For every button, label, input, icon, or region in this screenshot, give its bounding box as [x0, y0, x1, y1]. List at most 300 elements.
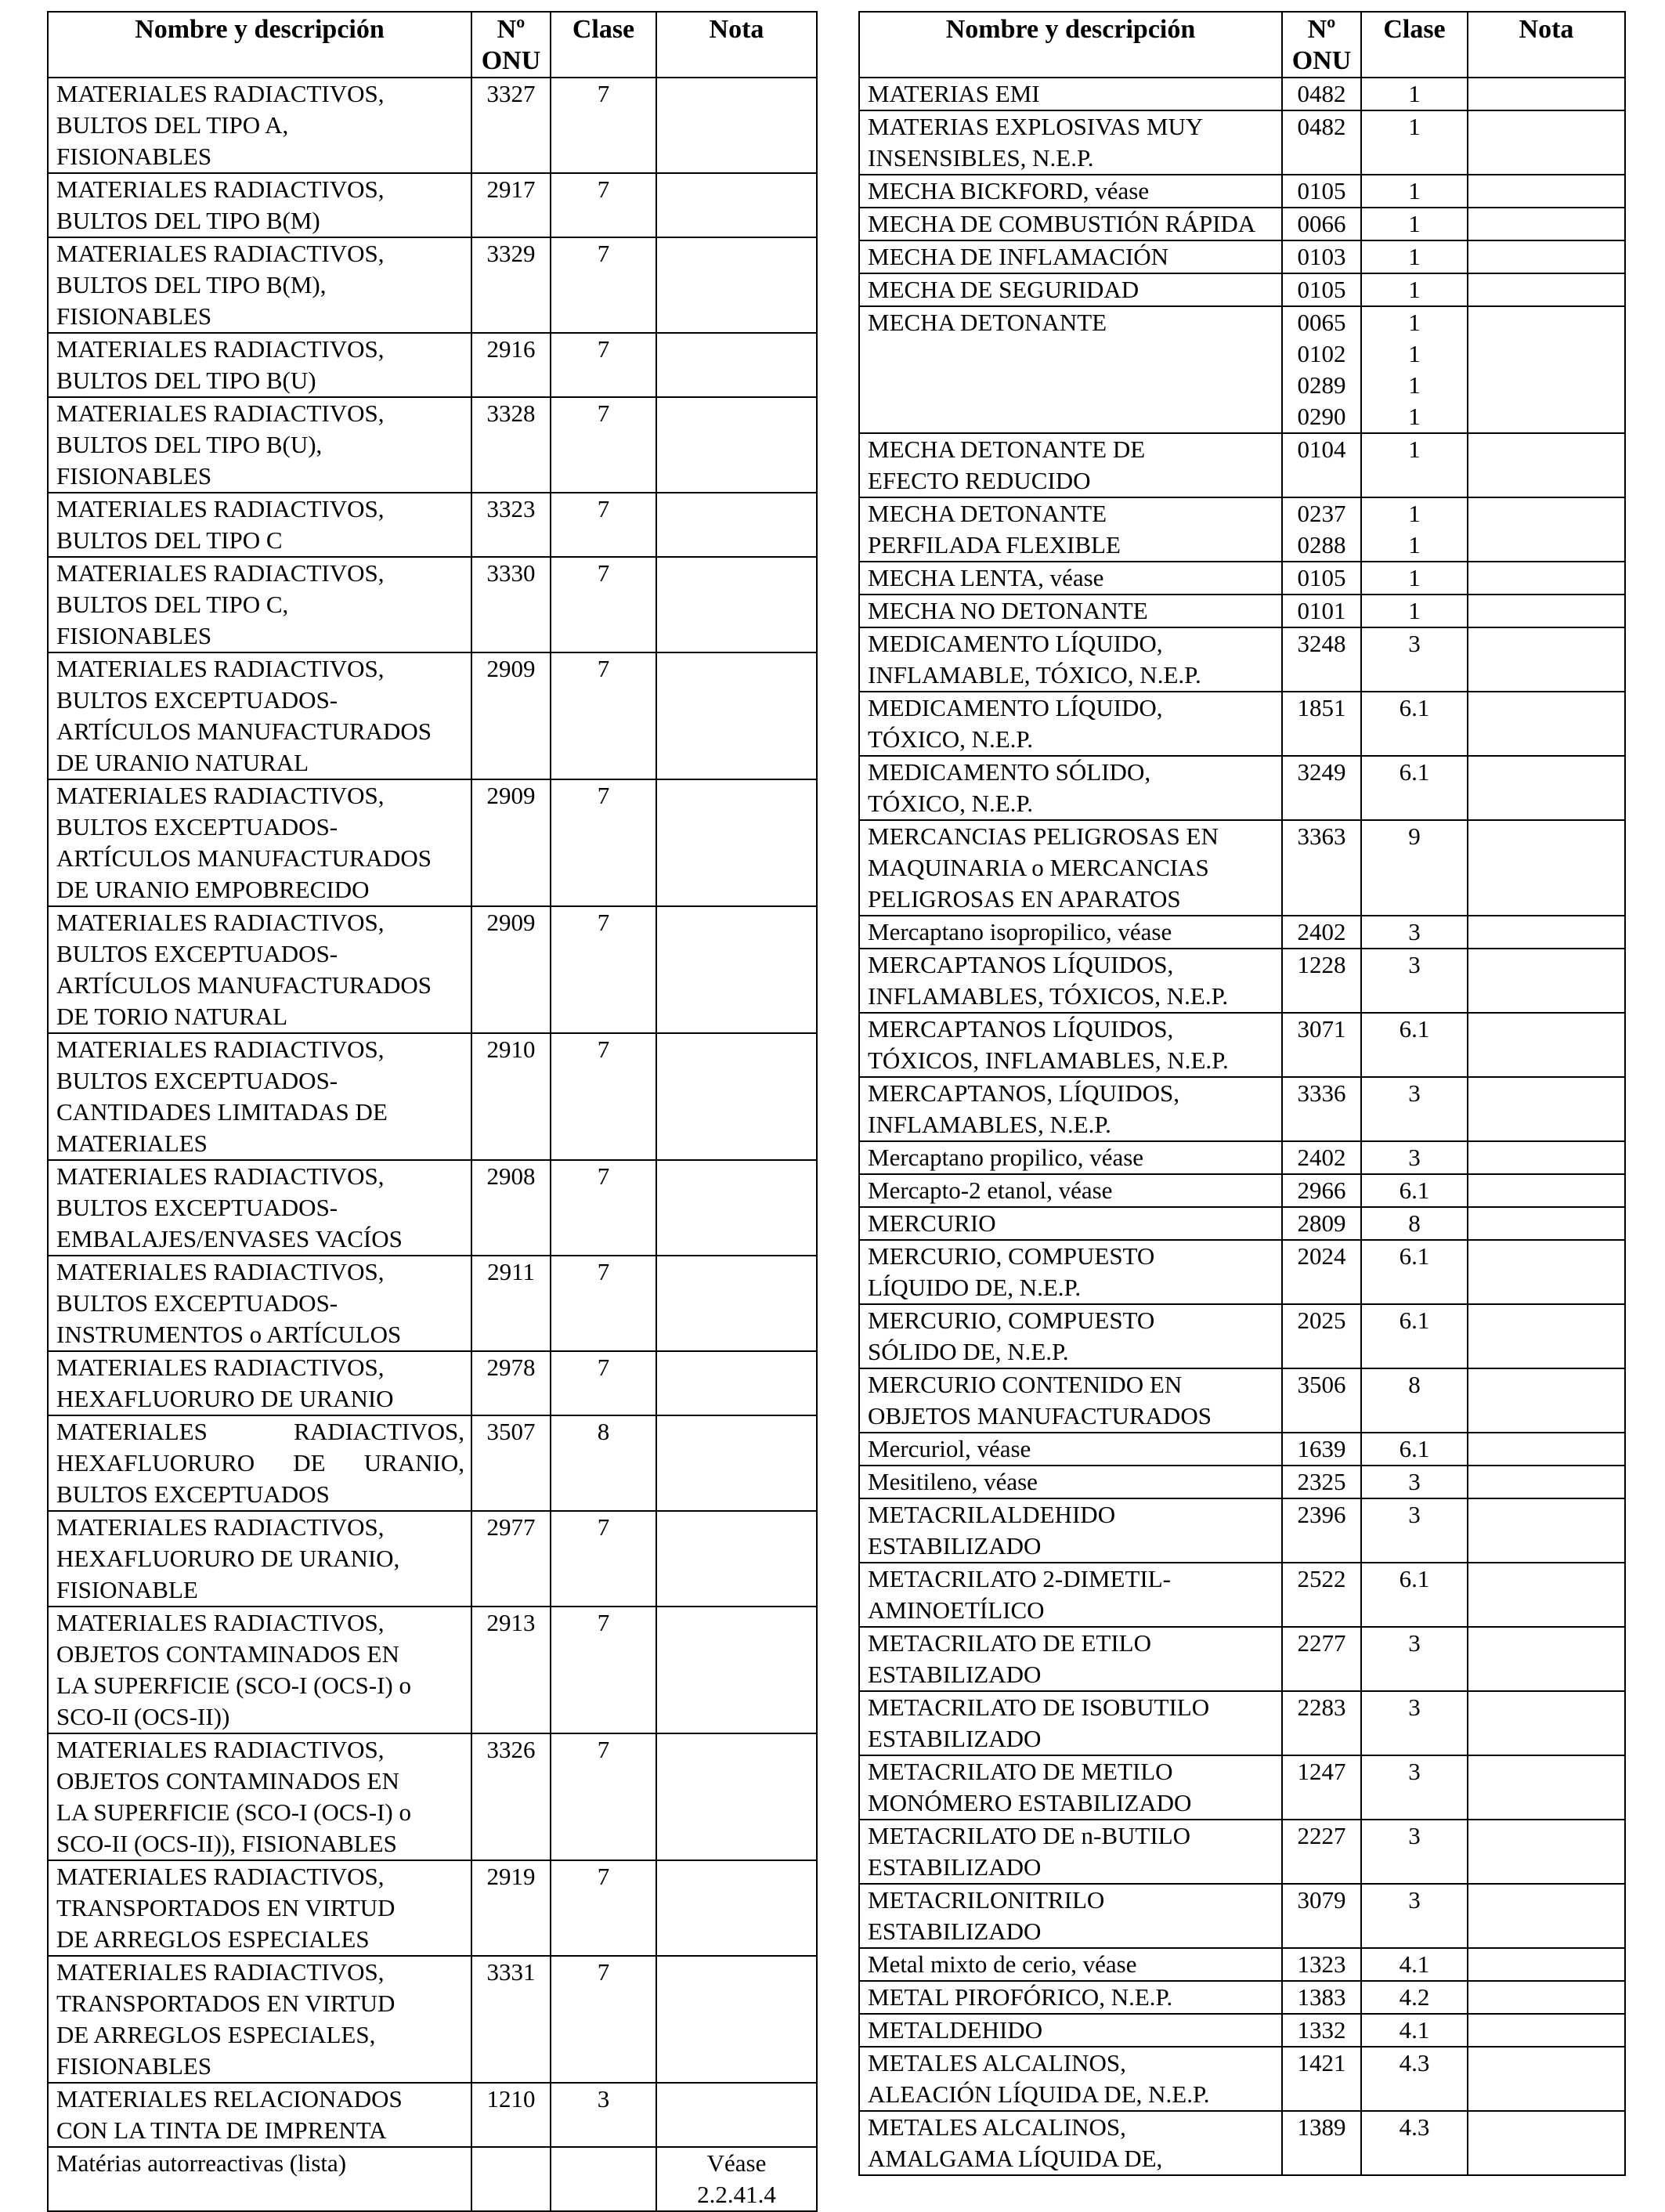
cell-note [1468, 627, 1625, 692]
cell-name: METAL PIROFÓRICO, N.E.P. [859, 1981, 1282, 2014]
cell-class: 7 [551, 397, 656, 493]
cell-name: METACRILONITRILO ESTABILIZADO [859, 1884, 1282, 1948]
cell-note [1468, 1563, 1625, 1627]
cell-name: MEDICAMENTO LÍQUIDO, TÓXICO, N.E.P. [859, 692, 1282, 756]
cell-class: 7 [551, 1160, 656, 1256]
table-row [48, 652, 817, 779]
cell-name: MATERIALES RADIACTIVOS, BULTOS EXCEPTUADOS- ARTÍCULOS MANUFACTURADOS DE URANIO NATURAL [48, 652, 471, 779]
cell-class: 1 [1361, 433, 1468, 497]
cell-un-number: 3328 [471, 397, 551, 493]
table-row [859, 595, 1625, 627]
cell-note [656, 2083, 817, 2147]
cell-class: 6.1 [1361, 1433, 1468, 1466]
cell-un-number: 2916 [471, 333, 551, 397]
header-note: Nota [1468, 12, 1625, 78]
cell-un-number: 2909 [471, 779, 551, 906]
cell-un-number: 3329 [471, 237, 551, 333]
cell-un-number: 1421 [1282, 2047, 1361, 2111]
cell-class: 1 1 [1361, 497, 1468, 562]
cell-class: 1 [1361, 208, 1468, 240]
cell-un-number: 2978 [471, 1351, 551, 1415]
cell-name: MECHA DE COMBUSTIÓN RÁPIDA [859, 208, 1282, 240]
cell-name: MECHA DE INFLAMACIÓN [859, 240, 1282, 273]
cell-un-number: 1323 [1282, 1948, 1361, 1981]
cell-class: 7 [551, 1511, 656, 1607]
cell-note [1468, 1627, 1625, 1691]
cell-note [1468, 2014, 1625, 2047]
cell-un-number: 3336 [1282, 1077, 1361, 1141]
cell-name: MATERIALES RADIACTIVOS, HEXAFLUORURO DE URANIO [48, 1351, 471, 1415]
cell-class: 7 [551, 779, 656, 906]
cell-class: 7 [551, 1351, 656, 1415]
cell-un-number: 3331 [471, 1956, 551, 2083]
cell-un-number: 0105 [1282, 562, 1361, 595]
cell-note [1468, 949, 1625, 1013]
cell-class: 7 [551, 1860, 656, 1956]
table-row [859, 562, 1625, 595]
cell-un-number [471, 2147, 551, 2211]
header-row [859, 12, 1625, 78]
cell-note [1468, 756, 1625, 820]
cell-name: MERCANCIAS PELIGROSAS EN MAQUINARIA o MERCANCIAS PELIGROSAS EN APARATOS [859, 820, 1282, 916]
cell-un-number: 2910 [471, 1033, 551, 1160]
cell-un-number: 3249 [1282, 756, 1361, 820]
cell-un-number: 2402 [1282, 916, 1361, 949]
cell-class: 1 [1361, 595, 1468, 627]
cell-note [656, 493, 817, 557]
cell-note [1468, 1884, 1625, 1948]
cell-name: MERCURIO, COMPUESTO SÓLIDO DE, N.E.P. [859, 1304, 1282, 1368]
cell-un-number: 3071 [1282, 1013, 1361, 1077]
cell-class: 7 [551, 1956, 656, 2083]
cell-un-number: 2809 [1282, 1207, 1361, 1240]
cell-name: MECHA DETONANTE DE EFECTO REDUCIDO [859, 433, 1282, 497]
cell-class: 7 [551, 173, 656, 237]
cell-class: 3 [1361, 1077, 1468, 1141]
cell-note [656, 779, 817, 906]
cell-name: MATERIALES RADIACTIVOS, HEXAFLUORURO DE URANIO, FISIONABLE [48, 1511, 471, 1607]
cell-note [1468, 497, 1625, 562]
cell-name: Mercaptano propilico, véase [859, 1141, 1282, 1174]
left-table-body [48, 78, 817, 2211]
table-row [859, 306, 1625, 433]
cell-name: MECHA DE SEGURIDAD [859, 273, 1282, 306]
cell-note [1468, 2047, 1625, 2111]
cell-name: MATERIALES RELACIONADOS CON LA TINTA DE IMPRENTA [48, 2083, 471, 2147]
cell-class: 3 [1361, 1627, 1468, 1691]
cell-class: 4.1 [1361, 2014, 1468, 2047]
table-row [859, 1077, 1625, 1141]
cell-un-number: 2325 [1282, 1466, 1361, 1498]
table-row [859, 1304, 1625, 1368]
cell-un-number: 3507 [471, 1415, 551, 1511]
table-row [859, 1240, 1625, 1304]
cell-name: MATERIALES RADIACTIVOS, BULTOS DEL TIPO A, FISIONABLES [48, 78, 471, 173]
cell-un-number: 1851 [1282, 692, 1361, 756]
cell-un-number: 2909 [471, 906, 551, 1033]
cell-note [656, 1607, 817, 1733]
table-row [48, 333, 817, 397]
cell-name: METALES ALCALINOS, ALEACIÓN LÍQUIDA DE, N.E.P. [859, 2047, 1282, 2111]
cell-class: 3 [1361, 1884, 1468, 1948]
table-row [48, 2083, 817, 2147]
cell-class: 4.2 [1361, 1981, 1468, 2014]
table-row [859, 1981, 1625, 2014]
table-row [859, 1013, 1625, 1077]
cell-class [551, 2147, 656, 2211]
cell-note [1468, 1691, 1625, 1755]
cell-note [1468, 1498, 1625, 1563]
cell-class: 6.1 [1361, 756, 1468, 820]
cell-class: 6.1 [1361, 1304, 1468, 1368]
table-row [859, 433, 1625, 497]
cell-class: 4.3 [1361, 2111, 1468, 2175]
cell-name: MEDICAMENTO LÍQUIDO, INFLAMABLE, TÓXICO, N.E.P. [859, 627, 1282, 692]
cell-class: 3 [1361, 949, 1468, 1013]
cell-class: 7 [551, 1607, 656, 1733]
right-table [858, 11, 1626, 2176]
cell-note [1468, 692, 1625, 756]
cell-note [1468, 433, 1625, 497]
cell-name: MATERIALES RADIACTIVOS, OBJETOS CONTAMINADOS EN LA SUPERFICIE (SCO-I (OCS-I) o SCO-II (OCS-II)) [48, 1607, 471, 1733]
cell-un-number: 2025 [1282, 1304, 1361, 1368]
cell-name: MATERIAS EMI [859, 78, 1282, 110]
table-row [859, 1433, 1625, 1466]
cell-name: MATERIAS EXPLOSIVAS MUY INSENSIBLES, N.E.P. [859, 110, 1282, 175]
cell-note [656, 1351, 817, 1415]
table-row [859, 240, 1625, 273]
cell-note [1468, 562, 1625, 595]
cell-name: Mesitileno, véase [859, 1466, 1282, 1498]
cell-name: MATERIALES RADIACTIVOS, BULTOS EXCEPTUADOS- INSTRUMENTOS o ARTÍCULOS [48, 1256, 471, 1351]
table-row [48, 78, 817, 173]
cell-note [1468, 208, 1625, 240]
cell-un-number: 2911 [471, 1256, 551, 1351]
cell-un-number: 2227 [1282, 1820, 1361, 1884]
cell-note [1468, 1174, 1625, 1207]
cell-note [1468, 1141, 1625, 1174]
cell-name: MATERIALES RADIACTIVOS, BULTOS DEL TIPO B(U), FISIONABLES [48, 397, 471, 493]
cell-note [656, 1956, 817, 2083]
cell-name: MATERIALES RADIACTIVOS, BULTOS EXCEPTUADOS- EMBALAJES/ENVASES VACÍOS [48, 1160, 471, 1256]
cell-note [1468, 1981, 1625, 2014]
table-row [859, 497, 1625, 562]
cell-class: 7 [551, 557, 656, 652]
left-table [47, 11, 818, 2212]
cell-note [1468, 78, 1625, 110]
table-row [48, 1351, 817, 1415]
cell-note [1468, 1077, 1625, 1141]
cell-note [1468, 1013, 1625, 1077]
cell-un-number: 2913 [471, 1607, 551, 1733]
table-row [859, 1141, 1625, 1174]
table-row [48, 1607, 817, 1733]
table-row [859, 820, 1625, 916]
cell-note [656, 237, 817, 333]
cell-note [656, 1511, 817, 1607]
cell-name: MATERIALES RADIACTIVOS, BULTOS EXCEPTUADOS- ARTÍCULOS MANUFACTURADOS DE TORIO NATURAL [48, 906, 471, 1033]
cell-note [1468, 1820, 1625, 1884]
table-row [48, 237, 817, 333]
cell-un-number: 3363 [1282, 820, 1361, 916]
cell-un-number: 1228 [1282, 949, 1361, 1013]
cell-note [1468, 306, 1625, 433]
cell-name: Mercapto-2 etanol, véase [859, 1174, 1282, 1207]
cell-un-number: 3327 [471, 78, 551, 173]
cell-note [656, 1160, 817, 1256]
cell-un-number: 1389 [1282, 2111, 1361, 2175]
cell-un-number: 0104 [1282, 433, 1361, 497]
cell-name: MATERIALES RADIACTIVOS, TRANSPORTADOS EN VIRTUD DE ARREGLOS ESPECIALES [48, 1860, 471, 1956]
cell-class: 7 [551, 652, 656, 779]
cell-name: METACRILATO DE ETILO ESTABILIZADO [859, 1627, 1282, 1691]
cell-class: 1 [1361, 273, 1468, 306]
cell-un-number: 3326 [471, 1733, 551, 1860]
header-note: Nota [656, 12, 817, 78]
cell-un-number: 3248 [1282, 627, 1361, 692]
header-class: Clase [1361, 12, 1468, 78]
cell-un-number: 1639 [1282, 1433, 1361, 1466]
cell-class: 1 [1361, 78, 1468, 110]
cell-name: MERCURIO CONTENIDO EN OBJETOS MANUFACTURADOS [859, 1368, 1282, 1433]
cell-name: MATERIALES RADIACTIVOS, BULTOS DEL TIPO B(M) [48, 173, 471, 237]
table-row [859, 627, 1625, 692]
cell-un-number: 0482 [1282, 78, 1361, 110]
cell-name: MECHA LENTA, véase [859, 562, 1282, 595]
cell-name: MATERIALES RADIACTIVOS, BULTOS DEL TIPO B(U) [48, 333, 471, 397]
cell-note [1468, 1433, 1625, 1466]
cell-note: Véase 2.2.41.4 [656, 2147, 817, 2211]
cell-note [1468, 110, 1625, 175]
cell-name: MECHA BICKFORD, véase [859, 175, 1282, 208]
cell-class: 7 [551, 906, 656, 1033]
table-row [859, 1755, 1625, 1820]
right-table-body [859, 78, 1625, 2175]
cell-name: MERCAPTANOS, LÍQUIDOS, INFLAMABLES, N.E.P. [859, 1077, 1282, 1141]
cell-name: METACRILATO 2-DIMETIL- AMINOETÍLICO [859, 1563, 1282, 1627]
header-class: Clase [551, 12, 656, 78]
cell-note [1468, 175, 1625, 208]
table-row [48, 1415, 817, 1511]
table-row [859, 78, 1625, 110]
cell-note [1468, 1207, 1625, 1240]
cell-class: 6.1 [1361, 1240, 1468, 1304]
cell-class: 9 [1361, 820, 1468, 916]
cell-note [1468, 595, 1625, 627]
cell-note [1468, 820, 1625, 916]
cell-un-number: 1332 [1282, 2014, 1361, 2047]
table-row [859, 1691, 1625, 1755]
cell-class: 7 [551, 78, 656, 173]
cell-class: 8 [1361, 1207, 1468, 1240]
table-row [48, 1860, 817, 1956]
table-row [859, 916, 1625, 949]
table-row [48, 557, 817, 652]
cell-name: METACRILALDEHIDO ESTABILIZADO [859, 1498, 1282, 1563]
cell-class: 3 [1361, 1141, 1468, 1174]
cell-class: 8 [1361, 1368, 1468, 1433]
cell-un-number: 2402 [1282, 1141, 1361, 1174]
table-row [859, 1498, 1625, 1563]
table-row [859, 756, 1625, 820]
cell-name: MATERIALES RADIACTIVOS, BULTOS DEL TIPO C, FISIONABLES [48, 557, 471, 652]
table-row [859, 2014, 1625, 2047]
cell-un-number: 2283 [1282, 1691, 1361, 1755]
cell-note [1468, 1240, 1625, 1304]
cell-note [1468, 916, 1625, 949]
cell-name: MERCAPTANOS LÍQUIDOS, TÓXICOS, INFLAMABLES, N.E.P. [859, 1013, 1282, 1077]
cell-name: Matérias autorreactivas (lista) [48, 2147, 471, 2211]
table-row [859, 1563, 1625, 1627]
table-row [48, 397, 817, 493]
cell-class: 8 [551, 1415, 656, 1511]
cell-un-number: 0237 0288 [1282, 497, 1361, 562]
cell-class: 7 [551, 1033, 656, 1160]
cell-un-number: 1247 [1282, 1755, 1361, 1820]
cell-un-number: 0482 [1282, 110, 1361, 175]
cell-class: 6.1 [1361, 692, 1468, 756]
cell-name: MEDICAMENTO SÓLIDO, TÓXICO, N.E.P. [859, 756, 1282, 820]
cell-class: 1 [1361, 240, 1468, 273]
cell-name: MATERIALES RADIACTIVOS, BULTOS EXCEPTUADOS- ARTÍCULOS MANUFACTURADOS DE URANIO EMPOBRECIDO [48, 779, 471, 906]
cell-note [656, 333, 817, 397]
cell-name: MERCURIO, COMPUESTO LÍQUIDO DE, N.E.P. [859, 1240, 1282, 1304]
cell-name: METALDEHIDO [859, 2014, 1282, 2047]
table-row [859, 2047, 1625, 2111]
cell-note [1468, 273, 1625, 306]
cell-note [656, 557, 817, 652]
cell-class: 3 [1361, 1755, 1468, 1820]
cell-un-number: 2909 [471, 652, 551, 779]
table-row [48, 493, 817, 557]
cell-name: MATERIALES RADIACTIVOS, HEXAFLUORURO DE URANIO, BULTOS EXCEPTUADOS [48, 1415, 471, 1511]
cell-name: MATERIALES RADIACTIVOS, BULTOS DEL TIPO C [48, 493, 471, 557]
cell-name: METACRILATO DE METILO MONÓMERO ESTABILIZADO [859, 1755, 1282, 1820]
cell-class: 3 [1361, 1820, 1468, 1884]
cell-note [1468, 1755, 1625, 1820]
cell-name: MATERIALES RADIACTIVOS, OBJETOS CONTAMINADOS EN LA SUPERFICIE (SCO-I (OCS-I) o SCO-II (OCS-II)), FISIONABLES [48, 1733, 471, 1860]
cell-un-number: 2966 [1282, 1174, 1361, 1207]
cell-note [656, 906, 817, 1033]
cell-un-number: 0066 [1282, 208, 1361, 240]
cell-un-number: 0105 [1282, 273, 1361, 306]
cell-note [656, 1256, 817, 1351]
cell-un-number: 2908 [471, 1160, 551, 1256]
cell-un-number: 0065 0102 0289 0290 [1282, 306, 1361, 433]
cell-class: 7 [551, 333, 656, 397]
cell-note [1468, 2111, 1625, 2175]
table-row [859, 175, 1625, 208]
cell-class: 7 [551, 493, 656, 557]
table-row [48, 2147, 817, 2211]
cell-name: MECHA DETONANTE [859, 306, 1282, 433]
cell-un-number: 3079 [1282, 1884, 1361, 1948]
cell-class: 7 [551, 1256, 656, 1351]
cell-un-number: 0101 [1282, 595, 1361, 627]
cell-class: 7 [551, 237, 656, 333]
table-row [48, 906, 817, 1033]
cell-un-number: 2919 [471, 1860, 551, 1956]
cell-note [656, 1733, 817, 1860]
table-row [48, 1160, 817, 1256]
cell-class: 6.1 [1361, 1174, 1468, 1207]
cell-note [656, 173, 817, 237]
cell-note [656, 1033, 817, 1160]
cell-name: MECHA NO DETONANTE [859, 595, 1282, 627]
cell-note [656, 1415, 817, 1511]
cell-class: 3 [551, 2083, 656, 2147]
cell-un-number: 2522 [1282, 1563, 1361, 1627]
cell-class: 3 [1361, 627, 1468, 692]
table-row [859, 1174, 1625, 1207]
cell-un-number: 2917 [471, 173, 551, 237]
cell-class: 4.1 [1361, 1948, 1468, 1981]
cell-name: MATERIALES RADIACTIVOS, TRANSPORTADOS EN VIRTUD DE ARREGLOS ESPECIALES, FISIONABLES [48, 1956, 471, 2083]
table-row [859, 1368, 1625, 1433]
cell-class: 1 [1361, 110, 1468, 175]
cell-class: 3 [1361, 916, 1468, 949]
cell-un-number: 2277 [1282, 1627, 1361, 1691]
cell-class: 3 [1361, 1691, 1468, 1755]
table-row [859, 949, 1625, 1013]
cell-note [1468, 1948, 1625, 1981]
table-row [48, 173, 817, 237]
table-row [859, 1948, 1625, 1981]
cell-name: Mercaptano isopropilico, véase [859, 916, 1282, 949]
cell-class: 1 [1361, 562, 1468, 595]
cell-class: 1 [1361, 175, 1468, 208]
cell-un-number: 2024 [1282, 1240, 1361, 1304]
cell-un-number: 0103 [1282, 240, 1361, 273]
cell-note [1468, 1466, 1625, 1498]
table-row [859, 1207, 1625, 1240]
header-name: Nombre y descripción [859, 12, 1282, 78]
table-row [859, 1820, 1625, 1884]
table-row [48, 1956, 817, 2083]
cell-note [656, 652, 817, 779]
table-row [859, 208, 1625, 240]
table-row [48, 1033, 817, 1160]
cell-name: MATERIALES RADIACTIVOS, BULTOS DEL TIPO B(M), FISIONABLES [48, 237, 471, 333]
cell-note [656, 1860, 817, 1956]
header-un: Nº ONU [471, 12, 551, 78]
cell-un-number: 3323 [471, 493, 551, 557]
cell-name: METACRILATO DE n-BUTILO ESTABILIZADO [859, 1820, 1282, 1884]
cell-name: Metal mixto de cerio, véase [859, 1948, 1282, 1981]
table-row [859, 2111, 1625, 2175]
cell-name: MERCAPTANOS LÍQUIDOS, INFLAMABLES, TÓXICOS, N.E.P. [859, 949, 1282, 1013]
cell-class: 3 [1361, 1466, 1468, 1498]
table-row [859, 1627, 1625, 1691]
header-un: Nº ONU [1282, 12, 1361, 78]
table-row [859, 1466, 1625, 1498]
cell-un-number: 0105 [1282, 175, 1361, 208]
table-row [48, 1511, 817, 1607]
cell-name: MECHA DETONANTE PERFILADA FLEXIBLE [859, 497, 1282, 562]
cell-un-number: 2396 [1282, 1498, 1361, 1563]
cell-class: 4.3 [1361, 2047, 1468, 2111]
cell-un-number: 3330 [471, 557, 551, 652]
cell-class: 1 1 1 1 [1361, 306, 1468, 433]
cell-class: 6.1 [1361, 1563, 1468, 1627]
cell-name: MERCURIO [859, 1207, 1282, 1240]
cell-note [656, 397, 817, 493]
cell-name: MATERIALES RADIACTIVOS, BULTOS EXCEPTUADOS- CANTIDADES LIMITADAS DE MATERIALES [48, 1033, 471, 1160]
cell-note [656, 78, 817, 173]
header-row [48, 12, 817, 78]
header-name: Nombre y descripción [48, 12, 471, 78]
cell-class: 6.1 [1361, 1013, 1468, 1077]
